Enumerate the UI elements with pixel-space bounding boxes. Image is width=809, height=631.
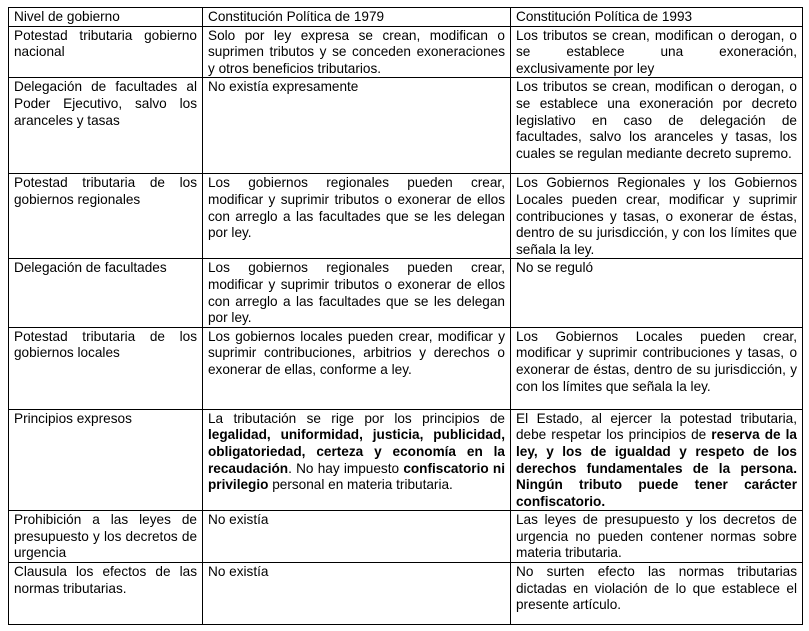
cell-constitucion-1979	[203, 174, 511, 259]
cell-nivel-de-gobierno: Principios expresos	[9, 409, 203, 511]
table-row	[9, 26, 803, 78]
text-segment: . No hay impuesto	[288, 460, 404, 476]
cell-constitucion-1993	[511, 174, 803, 259]
text-segment: personal en materia tributaria.	[268, 477, 453, 493]
cell-constitucion-1979	[203, 259, 511, 327]
text-segment: Los gobiernos regionales pueden crear, modificar y suprimir tributos o exonerar de ellos con arreglo a las facultades que se les delegan por ley.	[208, 260, 505, 326]
text-segment: No existía	[208, 512, 269, 528]
text-segment: No surten efecto las normas tributarias dictadas en violación de lo que establece el presente artículo.	[516, 564, 797, 613]
text-segment: Los Gobiernos Locales pueden crear, modificar y suprimir contribuciones y tasas, o exonerar de éstas, dentro de su jurisdicción, y con los límites que señala la ley.	[516, 328, 797, 394]
text-segment: Los tributos se crean, modifican o derogan, o se establece una exoneración, exclusivamente por ley	[516, 27, 797, 76]
cell-constitucion-1979	[203, 511, 511, 563]
table-row	[9, 259, 803, 327]
text-segment: No existía	[208, 564, 269, 580]
cell-constitucion-1993	[511, 78, 803, 174]
text-segment: No se reguló	[516, 260, 594, 276]
table-row	[9, 511, 803, 563]
table-row	[9, 409, 803, 511]
text-segment: Los gobiernos locales pueden crear, modificar y suprimir contribuciones, arbitrios y derechos o exonerar de ellas, conforme a ley.	[208, 328, 505, 377]
header-constitucion-1993: Constitución Política de 1993	[511, 8, 803, 27]
cell-constitucion-1979	[203, 563, 511, 625]
text-segment: Los Gobiernos Regionales y los Gobiernos Locales pueden crear, modificar y suprimir contribuciones y tasas, o exonerar de éstas, dentro de su jurisdicción, y con los límites que señala la ley.	[516, 175, 797, 257]
cell-constitucion-1979	[203, 409, 511, 511]
emphasized-text: confiscatorio ni privilegio	[208, 460, 505, 493]
cell-constitucion-1993	[511, 511, 803, 563]
table-row	[9, 78, 803, 174]
cell-nivel-de-gobierno: Delegación de facultades al Poder Ejecutivo, salvo los aranceles y tasas	[9, 78, 203, 174]
table-row	[9, 327, 803, 409]
cell-constitucion-1993	[511, 259, 803, 327]
table-body	[9, 26, 803, 624]
table-row	[9, 563, 803, 625]
text-segment: Los gobiernos regionales pueden crear, modificar y suprimir tributos o exonerar de ellos con arreglo a las facultades que se les delegan por ley.	[208, 175, 505, 241]
cell-nivel-de-gobierno: Clausula los efectos de las normas tributarias.	[9, 563, 203, 625]
text-segment: Los tributos se crean, modifican o derogan, o se establece una exoneración por decreto legislativo en caso de delegación de facultades, salvo los aranceles y tasas, los cuales se regulan mediante decreto supremo.	[516, 79, 797, 161]
cell-nivel-de-gobierno: Potestad tributaria de los gobiernos locales	[9, 327, 203, 409]
text-segment: Las leyes de presupuesto y los decretos de urgencia no pueden contener normas sobre materia tributaria.	[516, 512, 797, 561]
comparison-table	[8, 7, 803, 625]
table-row	[9, 174, 803, 259]
cell-constitucion-1993	[511, 409, 803, 511]
cell-constitucion-1979	[203, 26, 511, 78]
cell-constitucion-1979	[203, 78, 511, 174]
cell-nivel-de-gobierno: Potestad tributaria de los gobiernos regionales	[9, 174, 203, 259]
text-segment: No existía expresamente	[208, 79, 359, 95]
cell-constitucion-1993	[511, 327, 803, 409]
emphasized-text: reserva de la ley, y los de igualdad y respeto de los derechos fundamentales de la persona. Ningún tributo puede tener carácter confiscatorio.	[516, 427, 797, 509]
emphasized-text: legalidad, uniformidad, justicia, publicidad, obligatoriedad, certeza y economía en la recaudación	[208, 427, 505, 476]
text-segment: El Estado, al ejercer la potestad tributaria, debe respetar los principios de	[516, 410, 797, 443]
cell-nivel-de-gobierno: Delegación de facultades	[9, 259, 203, 327]
header-row	[9, 8, 803, 27]
text-segment: Solo por ley expresa se crean, modifican o suprimen tributos y se conceden exoneraciones y otros beneficios tributarios.	[208, 27, 505, 76]
cell-nivel-de-gobierno: Prohibición a las leyes de presupuesto y los decretos de urgencia	[9, 511, 203, 563]
cell-nivel-de-gobierno: Potestad tributaria gobierno nacional	[9, 26, 203, 78]
text-segment: La tributación se rige por los principios de	[208, 410, 505, 426]
cell-constitucion-1979	[203, 327, 511, 409]
cell-constitucion-1993	[511, 563, 803, 625]
header-nivel-de-gobierno: Nivel de gobierno	[9, 8, 203, 27]
cell-constitucion-1993	[511, 26, 803, 78]
table-header	[9, 8, 803, 27]
header-constitucion-1979: Constitución Política de 1979	[203, 8, 511, 27]
